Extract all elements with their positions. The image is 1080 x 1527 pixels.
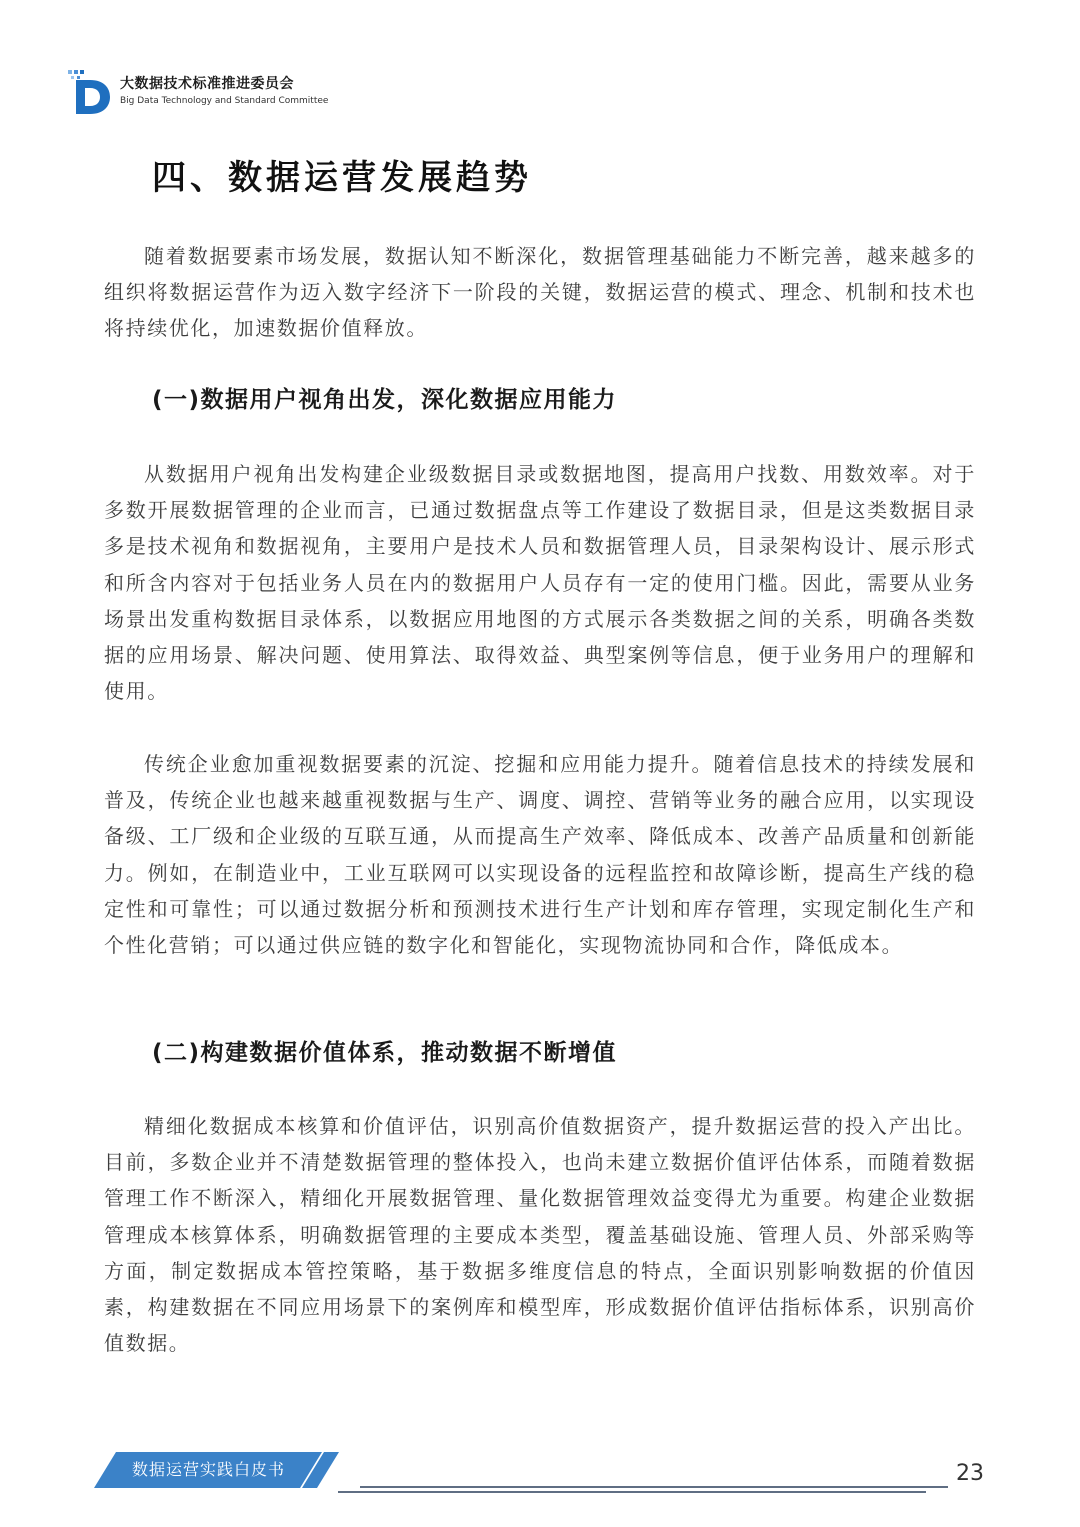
intro-paragraph: 随着数据要素市场发展，数据认知不断深化，数据管理基础能力不断完善，越来越多的组织将数据运营作为迈入数字经济下一阶段的关键，数据运营的模式、理念、机制和技术也将持续优化，加速数据价值释放。: [104, 244, 976, 341]
org-name-cn: 大数据技术标准推进委员会: [120, 76, 294, 92]
footer-divider: [338, 1479, 948, 1487]
page-header: [66, 66, 328, 116]
footer-book-title: 数据运营实践白皮书: [132, 1460, 286, 1479]
d-logo-icon: [66, 66, 112, 116]
section2-paragraph-1: 精细化数据成本核算和价值评估，识别高价值数据资产，提升数据运营的投入产出比。目前，多数企业并不清楚数据管理的整体投入，也尚未建立数据价值评估体系，而随着数据管理工作不断深入，精细化开展数据管理、量化数据管理效益变得尤为重要。构建企业数据管理成本核算体系，明确数据管理的主要成本类型，覆盖基础设施、管理人员、外部采购等方面，制定数据成本管控策略，基于数据多维度信息的特点，全面识别影响数据的价值因素，构建数据在不同应用场景下的案例库和模型库，形成数据价值评估指标体系，识别高价值数据。: [104, 1114, 976, 1356]
section1-paragraph-1: 从数据用户视角出发构建企业级数据目录或数据地图，提高用户找数、用数效率。对于多数开展数据管理的企业而言，已通过数据盘点等工作建设了数据目录，但是这类数据目录多是技术视角和数据视角，主要用户是技术人员和数据管理人员，目录架构设计、展示形式和所含内容对于包括业务人员在内的数据用户人员存有一定的使用门槛。因此，需要从业务场景出发重构数据目录体系，以数据应用地图的方式展示各类数据之间的关系，明确各类数据的应用场景、解决问题、使用算法、取得效益、典型案例等信息，便于业务用户的理解和使用。: [104, 462, 976, 704]
page-title: 四、数据运营发展趋势: [152, 158, 532, 198]
section2-heading: (二)构建数据价值体系，推动数据不断增值: [152, 1040, 618, 1066]
section1-heading: (一)数据用户视角出发，深化数据应用能力: [152, 387, 618, 413]
section1-paragraph-2: 传统企业愈加重视数据要素的沉淀、挖掘和应用能力提升。随着信息技术的持续发展和普及，传统企业也越来越重视数据与生产、调度、调控、营销等业务的融合应用，以实现设备级、工厂级和企业级的互联互通，从而提高生产效率、降低成本、改善产品质量和创新能力。例如，在制造业中，工业互联网可以实现设备的远程监控和故障诊断，提高生产线的稳定性和可靠性；可以通过数据分析和预测技术进行生产计划和库存管理，实现定制化生产和个性化营销；可以通过供应链的数字化和智能化，实现物流协同和合作，降低成本。: [104, 752, 976, 958]
page-number: 23: [956, 1461, 984, 1486]
org-name-en: Big Data Technology and Standard Committee: [120, 96, 329, 106]
org-name-block: [120, 75, 328, 107]
footer-book-tab: [94, 1452, 339, 1488]
